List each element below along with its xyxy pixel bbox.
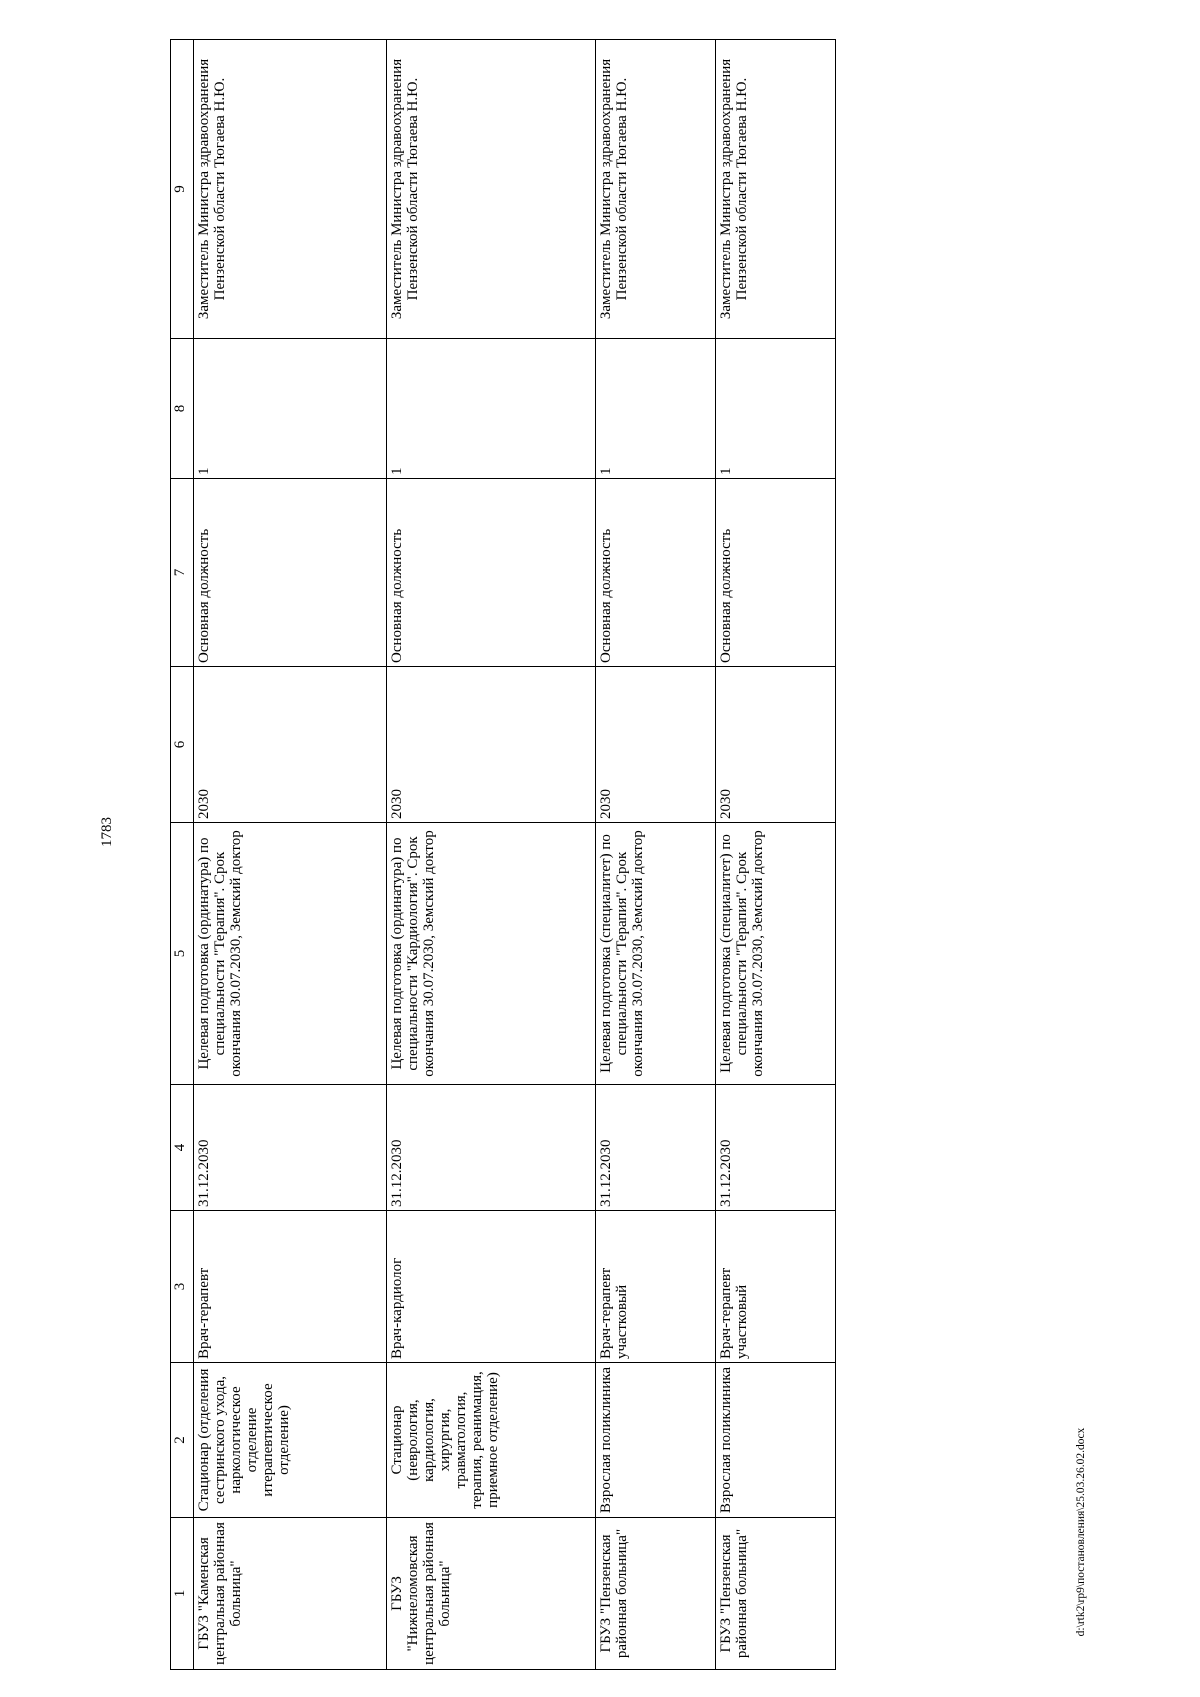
count-cell: 1	[595, 339, 715, 479]
position-cell: Врач-терапевт	[193, 1211, 386, 1363]
page-number: 1783	[99, 817, 115, 847]
responsible-cell: Заместитель Министра здравоохранения Пензенской области Тюгаева Н.Ю.	[715, 40, 835, 339]
footer-file-path: d:\rtk2\rp9\постановления\25.03.26.02.docx	[1075, 1427, 1087, 1637]
responsible-cell: Заместитель Министра здравоохранения Пензенской области Тюгаева Н.Ю.	[386, 40, 595, 339]
institution-cell: ГБУЗ "Каменская центральная районная больница"	[193, 1518, 386, 1670]
year-cell: 2030	[595, 667, 715, 823]
responsible-cell: Заместитель Министра здравоохранения Пензенской области Тюгаева Н.Ю.	[595, 40, 715, 339]
header-row	[171, 40, 194, 1670]
training-cell: Целевая подготовка (ординатура) по специальности "Кардиология". Срок окончания 30.07.2030, Земский доктор	[386, 823, 595, 1085]
count-cell: 1	[715, 339, 835, 479]
institution-cell: ГБУЗ "Нижнеломовская центральная районная больница"	[386, 1518, 595, 1670]
position-cell: Врач-терапевт участковый	[715, 1211, 835, 1363]
year-cell: 2030	[715, 667, 835, 823]
department-cell: Стационар (неврология, кардиология, хирургия, травматология, терапия, реанимация, приемное отделение)	[386, 1363, 595, 1518]
institution-cell: ГБУЗ "Пензенская районная больница"	[715, 1518, 835, 1670]
date-cell: 31.12.2030	[193, 1085, 386, 1211]
column-header: 8	[171, 339, 194, 479]
vacancies-table	[170, 39, 836, 1670]
table-row	[715, 40, 835, 1670]
position-type-cell: Основная должность	[595, 479, 715, 667]
count-cell: 1	[193, 339, 386, 479]
training-cell: Целевая подготовка (специалитет) по специальности "Терапия". Срок окончания 30.07.2030, Земский доктор	[595, 823, 715, 1085]
position-type-cell: Основная должность	[193, 479, 386, 667]
date-cell: 31.12.2030	[595, 1085, 715, 1211]
institution-cell: ГБУЗ "Пензенская районная больница"	[595, 1518, 715, 1670]
table-row	[193, 40, 386, 1670]
department-cell: Взрослая поликлиника	[715, 1363, 835, 1518]
department-cell: Взрослая поликлиника	[595, 1363, 715, 1518]
date-cell: 31.12.2030	[715, 1085, 835, 1211]
count-cell: 1	[386, 339, 595, 479]
department-cell: Стационар (отделения сестринского ухода, наркологическое отделение итерапевтическое отделение)	[193, 1363, 386, 1518]
position-cell: Врач-терапевт участковый	[595, 1211, 715, 1363]
table-row	[386, 40, 595, 1670]
column-header: 9	[171, 40, 194, 339]
column-header: 2	[171, 1363, 194, 1518]
year-cell: 2030	[386, 667, 595, 823]
column-header: 3	[171, 1211, 194, 1363]
table-row	[595, 40, 715, 1670]
column-header: 4	[171, 1085, 194, 1211]
column-header: 7	[171, 479, 194, 667]
position-type-cell: Основная должность	[386, 479, 595, 667]
column-header: 6	[171, 667, 194, 823]
responsible-cell: Заместитель Министра здравоохранения Пензенской области Тюгаева Н.Ю.	[193, 40, 386, 339]
column-header: 1	[171, 1518, 194, 1670]
rotated-table-container	[170, 40, 836, 1670]
position-type-cell: Основная должность	[715, 479, 835, 667]
column-header: 5	[171, 823, 194, 1085]
training-cell: Целевая подготовка (специалитет) по специальности "Терапия". Срок окончания 30.07.2030, Земский доктор	[715, 823, 835, 1085]
training-cell: Целевая подготовка (ординатура) по специальности "Терапия". Срок окончания 30.07.2030, Земский доктор	[193, 823, 386, 1085]
date-cell: 31.12.2030	[386, 1085, 595, 1211]
position-cell: Врач-кардиолог	[386, 1211, 595, 1363]
year-cell: 2030	[193, 667, 386, 823]
